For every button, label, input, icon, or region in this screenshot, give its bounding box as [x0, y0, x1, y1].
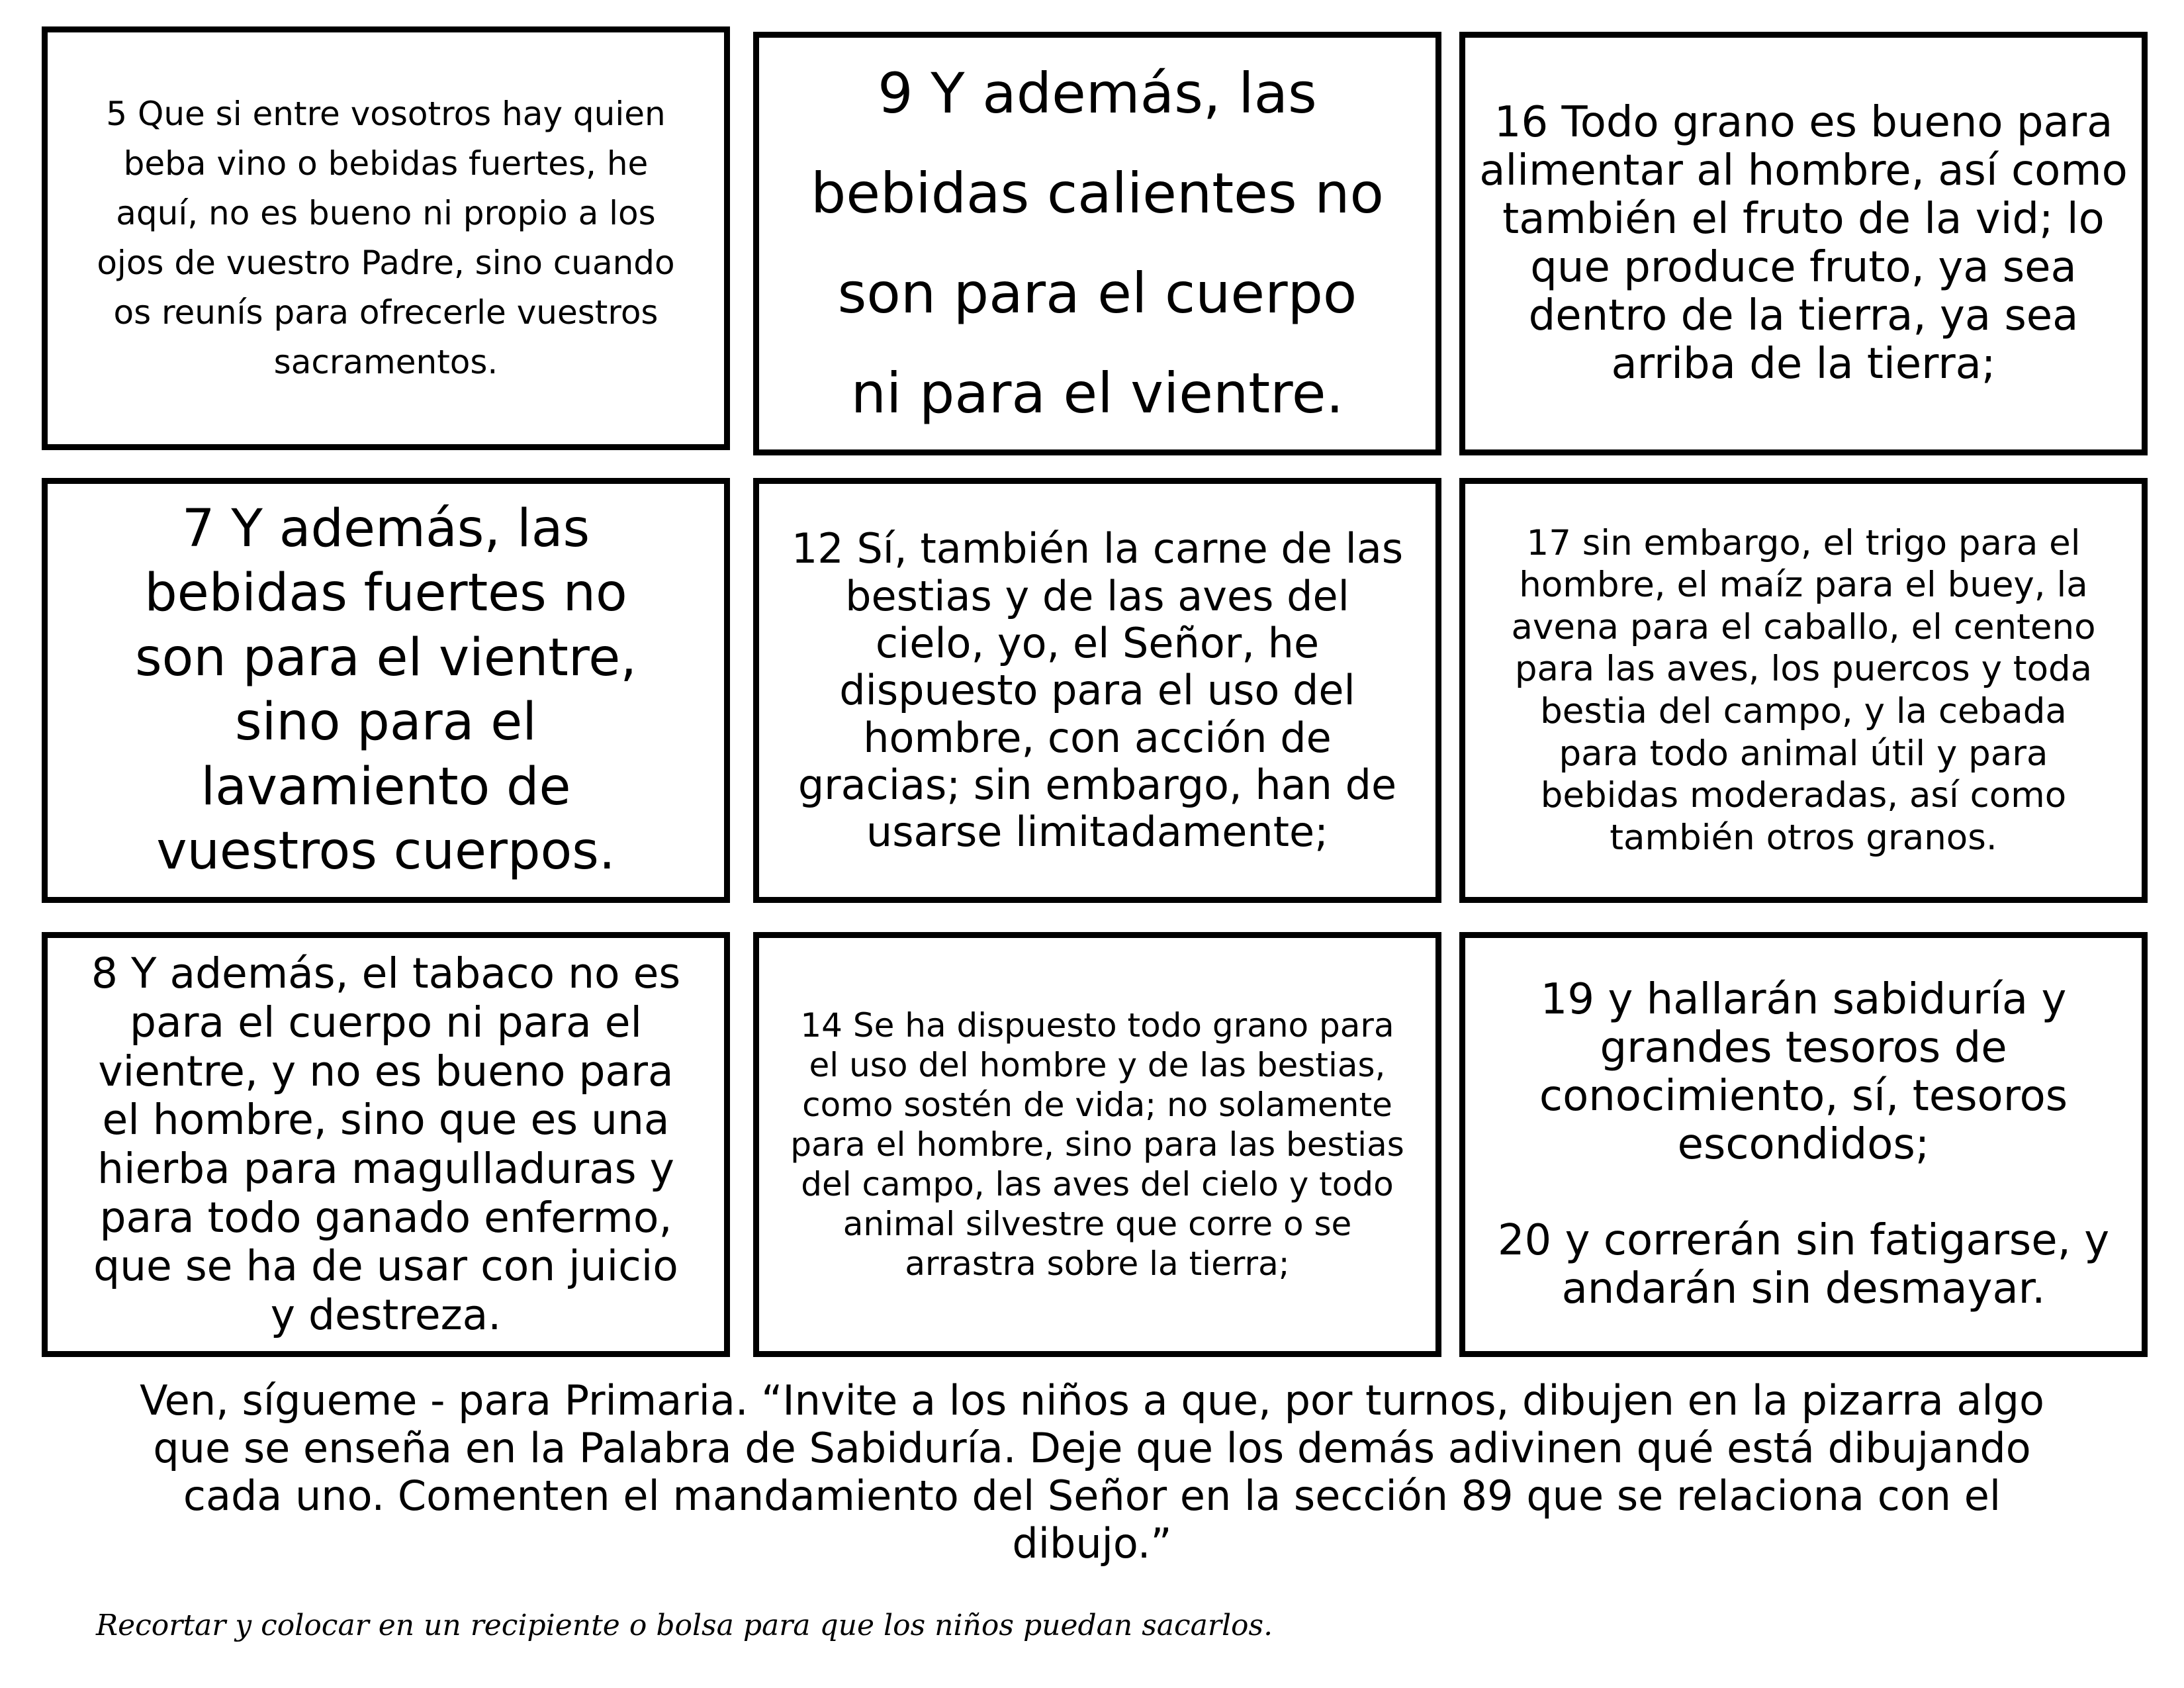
verse-5-text: 5 Que si entre vosotros hay quien beba vino o bebidas fuertes, he aquí, no es bueno ni propio a los ojos de vuestro Padre, sino cuando os reunís para ofrecerle vuestros sacramentos.	[97, 95, 675, 381]
primary-instructions: Ven, sígueme - para Primaria. “Invite a los niños a que, por turnos, dibujen en la pizarra algo que se enseña en la Palabra de Sabiduría. Deje que los demás adivinen qué está dibujando cada uno. Comenten el mandamiento del Señor en la sección 89 que se relaciona con el dibujo.”	[140, 1376, 2044, 1568]
verse-7-text: 7 Y además, las bebidas fuertes no son para el vientre, sino para el lavamiento de vuestros cuerpos.	[135, 498, 637, 881]
verse-card-19-20	[1459, 932, 2148, 1357]
verse-card-12	[753, 478, 1441, 903]
verse-card-17	[1459, 478, 2148, 903]
verse-card-16	[1459, 32, 2148, 455]
verse-card-9	[753, 32, 1441, 455]
verse-card-14	[753, 932, 1441, 1357]
verse-card-7	[42, 478, 730, 903]
verse-card-5	[42, 26, 730, 450]
verse-17-text: 17 sin embargo, el trigo para el hombre, el maíz para el buey, la avena para el caballo, el centeno para las aves, los puercos y toda bestia del campo, y la cebada para todo animal útil y para bebidas moderadas, así como también otros granos.	[1511, 522, 2096, 858]
verse-9-text: 9 Y además, las bebidas calientes no son para el cuerpo ni para el vientre.	[811, 60, 1384, 426]
verse-card-8	[42, 932, 730, 1357]
cutout-note: Recortar y colocar en un recipiente o bolsa para que los niños puedan sacarlos.	[96, 1609, 1273, 1642]
verse-12-text: 12 Sí, también la carne de las bestias y de las aves del cielo, yo, el Señor, he dispuesto para el uso del hombre, con acción de gracias; sin embargo, han de usarse limitadamente;	[791, 524, 1404, 857]
verse-8-text: 8 Y además, el tabaco no es para el cuerpo ni para el vientre, y no es bueno para el hombre, sino que es una hierba para magulladuras y para todo ganado enfermo, que se ha de usar con juicio y destreza.	[91, 949, 681, 1340]
verse-14-text: 14 Se ha dispuesto todo grano para el uso del hombre y de las bestias, como sostén de vida; no solamente para el hombre, sino para las bestias del campo, las aves del cielo y todo animal silvestre que corre o se arrastra sobre la tierra;	[790, 1006, 1404, 1283]
verse-19-20-text: 19 y hallarán sabiduría y grandes tesoros de conocimiento, sí, tesoros escondidos; 20 y correrán sin fatigarse, y andarán sin desmayar.	[1497, 974, 2110, 1314]
verse-16-text: 16 Todo grano es bueno para alimentar al hombre, así como también el fruto de la vid; lo que produce fruto, ya sea dentro de la tierra, ya sea arriba de la tierra;	[1479, 98, 2128, 389]
